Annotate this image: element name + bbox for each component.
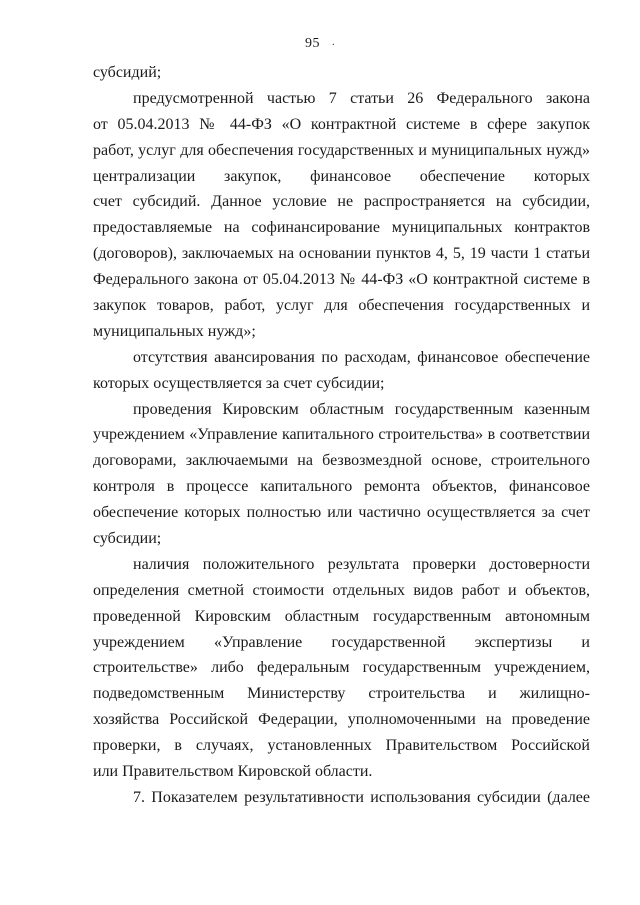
text-line: отсутствия авансирования по расходам, финансовое обеспечение xyxy=(133,348,590,366)
text-line: договорами, заключаемыми на безвозмездной основе, строительного xyxy=(93,452,590,470)
text-line: хозяйства Российской Федерации, уполномоченными на проведение xyxy=(93,711,590,729)
text-line: (договоров), заключаемых на основании пунктов 4, 5, 19 части 1 статьи xyxy=(93,245,590,263)
text-line: учреждением «Управление государственной экспертизы и xyxy=(93,633,590,651)
text-line: муниципальных нужд»; xyxy=(93,322,256,340)
text-line: предусмотренной частью 7 статьи 26 Федерального закона xyxy=(133,89,590,107)
text-line: подведомственным Министерству строительства и жилищно- xyxy=(93,685,590,703)
page-mark: . xyxy=(332,37,335,48)
text-line: обеспечение которых полностью или частично осуществляется за счет xyxy=(93,504,590,522)
text-line: строительстве» либо федеральным государственным учреждением, xyxy=(93,659,590,677)
text-line: которых осуществляется за счет субсидии; xyxy=(93,374,385,392)
page-number-value: 95 xyxy=(305,36,320,51)
text-line: закупок товаров, работ, услуг для обеспечения государственных и xyxy=(93,297,590,315)
text-line: счет субсидий. Данное условие не распространяется на субсидии, xyxy=(93,193,590,211)
text-line: от 05.04.2013 № 44-ФЗ «О контрактной системе в сфере закупок xyxy=(93,115,590,133)
text-line: учреждением «Управление капитального строительства» в соответствии xyxy=(93,426,590,444)
text-line: субсидий; xyxy=(93,64,162,81)
text-line: Федерального закона от 05.04.2013 № 44-ФЗ «О контрактной системе в xyxy=(93,271,590,289)
text-line: работ, услуг для обеспечения государственных и муниципальных нужд» xyxy=(93,141,590,159)
text-line: 7. Показателем результативности использования субсидии (далее xyxy=(133,788,590,806)
text-line: проверки, в случаях, установленных Правительством Российской xyxy=(93,737,590,755)
text-line: централизации закупок, финансовое обеспечение которых xyxy=(93,167,590,185)
page-number xyxy=(0,36,640,52)
text-line: контроля в процессе капитального ремонта объектов, финансовое xyxy=(93,478,590,496)
text-line: проведенной Кировским областным государственным автономным xyxy=(93,607,590,625)
text-line: наличия положительного результата проверки достоверности xyxy=(133,555,590,573)
text-line: проведения Кировским областным государственным казенным xyxy=(133,400,590,418)
text-line: субсидии; xyxy=(93,530,162,548)
text-line: определения сметной стоимости отдельных видов работ и объектов, xyxy=(93,581,590,599)
text-line: или Правительством Кировской области. xyxy=(93,763,373,781)
text-line: предоставляемые на софинансирование муниципальных контрактов xyxy=(93,219,590,237)
document-body xyxy=(93,60,590,811)
